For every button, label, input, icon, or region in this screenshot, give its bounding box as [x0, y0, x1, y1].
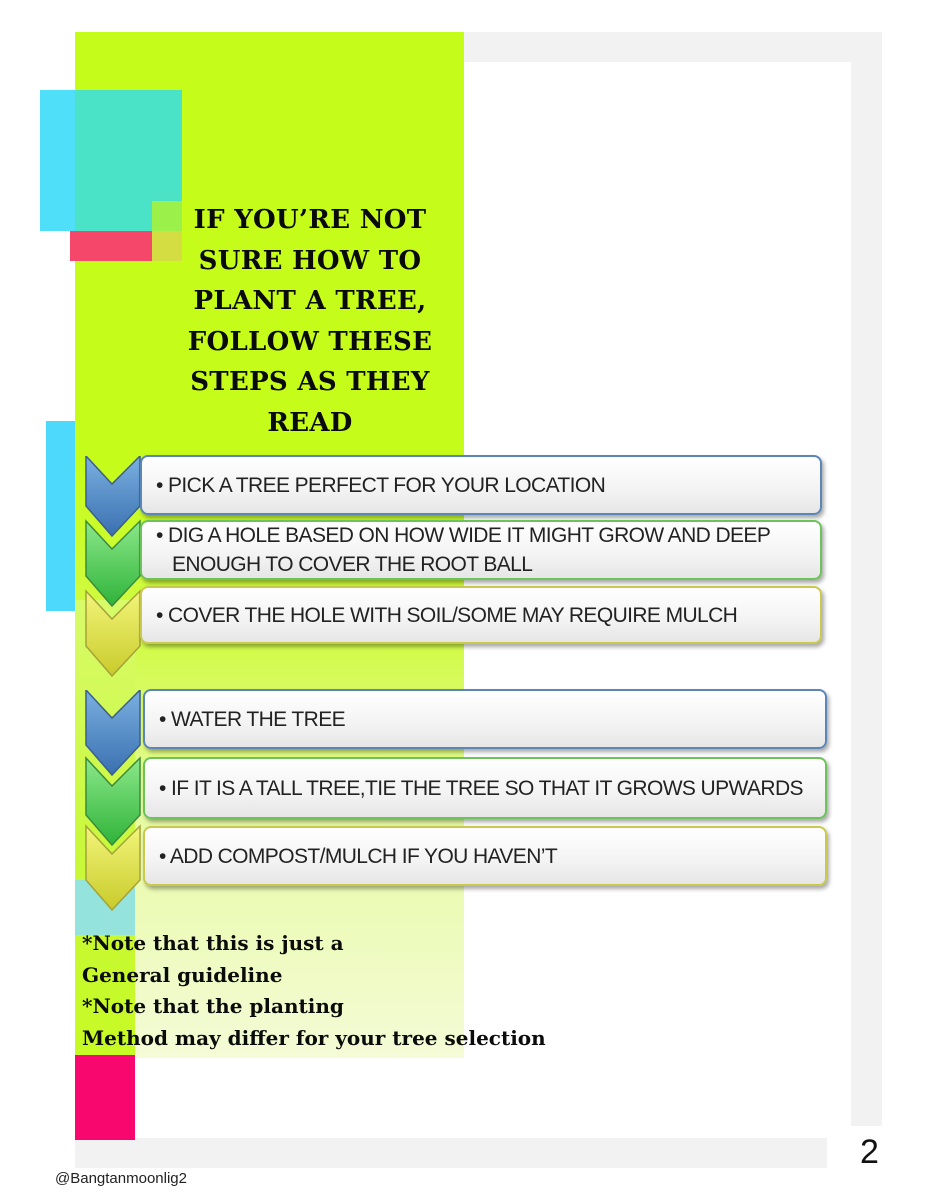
- page-number: 2: [860, 1133, 879, 1171]
- step-box: [143, 757, 827, 819]
- pink-bar-decoration: [70, 231, 152, 261]
- title-line: SURE HOW TO: [198, 245, 422, 276]
- step-text: [156, 521, 770, 579]
- step-box: [140, 520, 822, 580]
- bullet: •: [159, 844, 166, 868]
- chevron-down-icon: [86, 456, 140, 536]
- step-box: [140, 455, 822, 515]
- step-text: [159, 705, 345, 734]
- bottom-gray-bar: [75, 1138, 827, 1168]
- author-handle: @Bangtanmoonlig2: [55, 1170, 187, 1187]
- title-line: STEPS AS THEY: [190, 367, 430, 397]
- chevron-down-icon: [86, 690, 140, 775]
- page-title: [160, 200, 460, 443]
- step-label-continued: ENOUGH TO COVER THE ROOT BALL: [172, 553, 533, 576]
- step-label: ADD COMPOST/MULCH IF YOU HAVEN’T: [169, 844, 558, 868]
- step-box: [140, 586, 822, 644]
- bullet: •: [159, 776, 166, 800]
- title-line: READ: [267, 407, 353, 438]
- cyan-vertical-bar: [46, 421, 75, 611]
- title-line: PLANT A TREE,: [193, 286, 427, 316]
- bullet: •: [159, 707, 166, 731]
- chevron-arrows-group-2: [84, 690, 144, 912]
- step-label: DIG A HOLE BASED ON HOW WIDE IT MIGHT GROW AND DEEP: [168, 524, 771, 547]
- title-line: FOLLOW THESE: [187, 326, 433, 357]
- note-line: Method may differ for your tree selection: [82, 1025, 546, 1050]
- title-line: IF YOU’RE NOT: [193, 205, 427, 235]
- step-text: [156, 601, 737, 630]
- notes-block: [82, 928, 602, 1054]
- bullet: •: [156, 603, 163, 627]
- step-box: [143, 826, 827, 886]
- step-label: COVER THE HOLE WITH SOIL/SOME MAY REQUIRE MULCH: [168, 603, 738, 627]
- note-line: *Note that this is just a: [82, 931, 344, 955]
- step-text: [159, 774, 803, 803]
- note-line: General guideline: [82, 962, 283, 987]
- step-box: [143, 689, 827, 749]
- step-label: IF IT IS A TALL TREE,TIE THE TREE SO THAT IT GROWS UPWARDS: [171, 776, 803, 800]
- step-label: PICK A TREE PERFECT FOR YOUR LOCATION: [168, 473, 606, 497]
- pink-block: [75, 1055, 135, 1140]
- bullet: •: [156, 524, 163, 547]
- note-line: *Note that the planting: [82, 994, 344, 1018]
- bullet: •: [156, 473, 163, 497]
- step-text: [159, 842, 557, 871]
- step-text: [156, 471, 605, 500]
- step-label: WATER THE TREE: [171, 707, 346, 731]
- chevron-arrows-group-1: [84, 456, 144, 678]
